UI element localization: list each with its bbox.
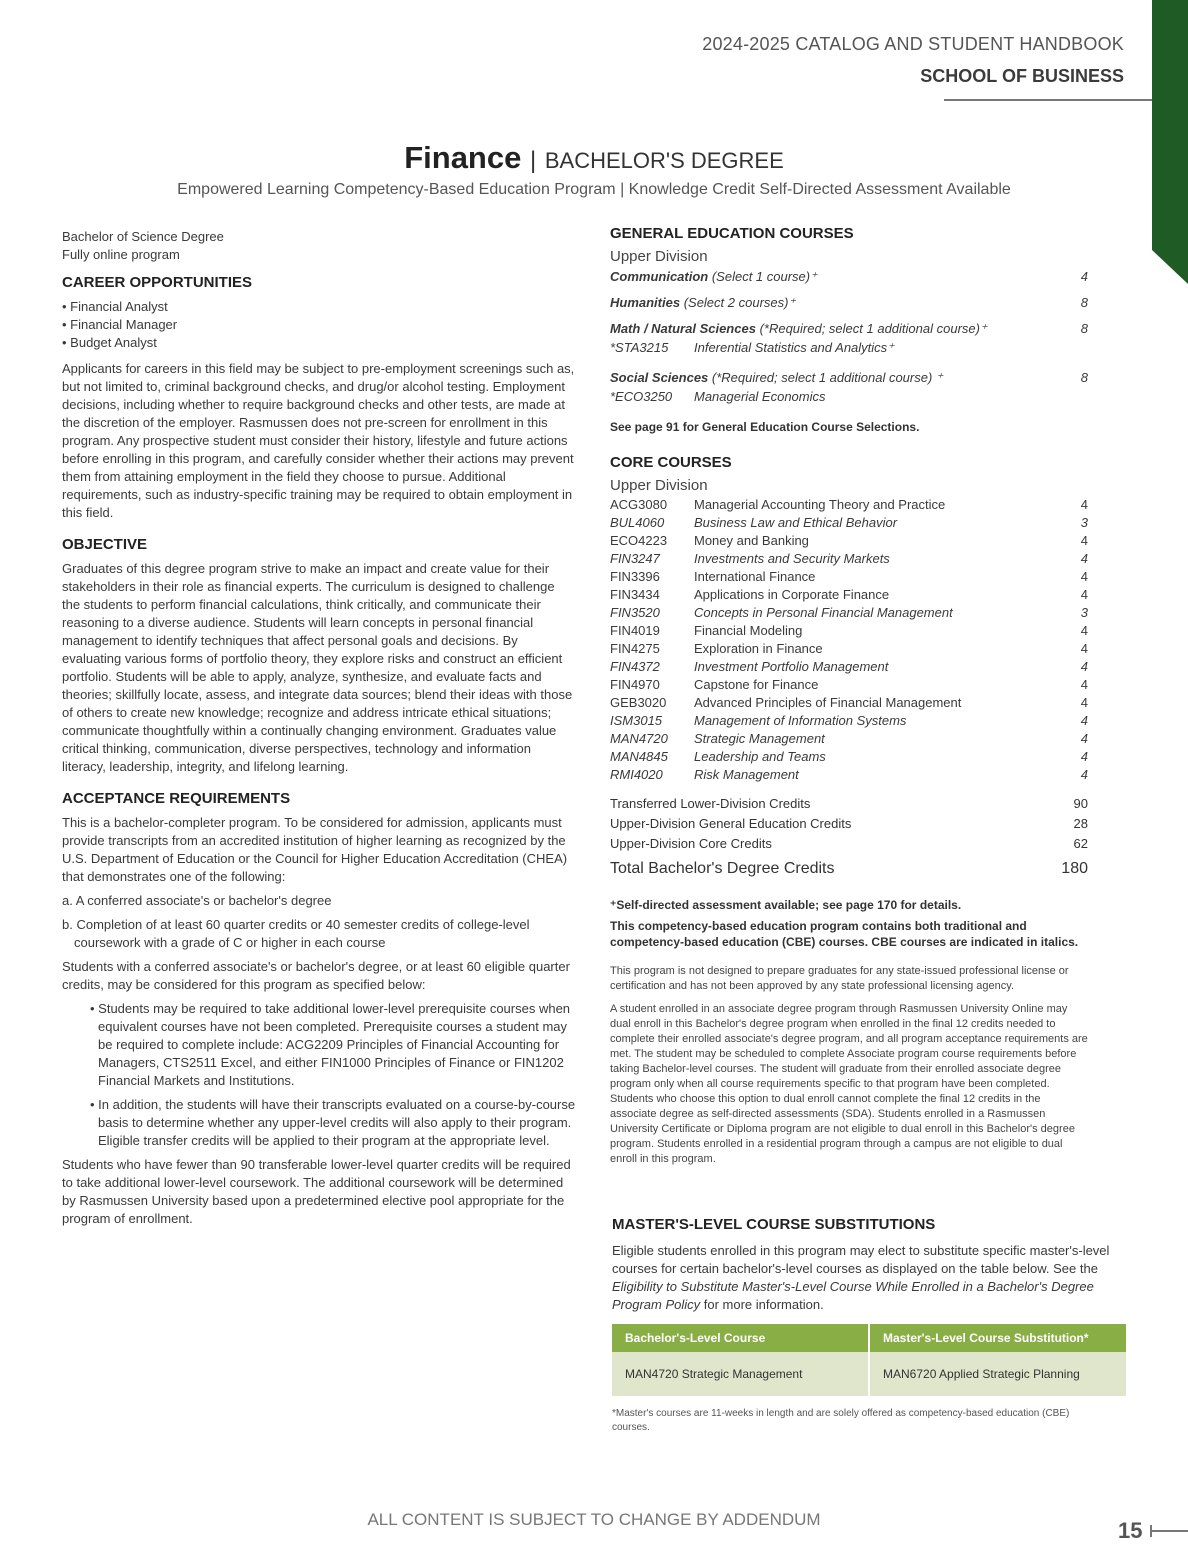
list-item: • Budget Analyst <box>62 335 157 350</box>
course-credits: 4 <box>1080 713 1088 728</box>
page-title <box>0 140 1188 176</box>
objective-heading: OBJECTIVE <box>62 536 148 553</box>
gened-note: (*Required; select 1 additional course) ⁺ <box>708 370 943 385</box>
license-note: This program is not designed to prepare graduates for any state-issued professional license or certification and has not been approved by any state professional licensing agency. <box>610 965 1069 992</box>
course-name: Applications in Corporate Finance <box>694 587 890 602</box>
acceptance-intro: This is a bachelor-completer program. To be considered for admission, applicants must provide transcripts from an accredited institution of higher learning as recognized by the U.S. Department of Education or the Council for Higher Education Accreditation (CHEA) that demonstrates one of the following: <box>62 815 568 884</box>
course-credits: 4 <box>1080 659 1088 674</box>
list-item: • Financial Manager <box>62 317 178 332</box>
gened-area: Social Sciences <box>610 370 709 385</box>
table-header-master: Master's-Level Course Substitution* <box>869 1324 1126 1352</box>
total-row <box>610 834 1088 854</box>
course-code: MAN4720 <box>610 731 668 746</box>
right-column <box>610 225 1088 1167</box>
course-name: Exploration in Finance <box>694 641 823 656</box>
cbe-footnote: This competency-based education program contains both traditional and competency-based education (CBE) courses. CBE courses are indicated in italics. <box>610 919 1079 949</box>
total-value: 90 <box>1073 796 1088 811</box>
course-name: Financial Modeling <box>694 623 803 638</box>
course-credits: 4 <box>1080 731 1088 746</box>
total-label: Total Bachelor's Degree Credits <box>610 860 835 877</box>
course-credits: 4 <box>1080 569 1088 584</box>
course-name: Investments and Security Markets <box>694 551 890 566</box>
grand-total-row <box>610 860 1088 878</box>
gened-credits: 4 <box>1080 269 1088 284</box>
career-heading: CAREER OPPORTUNITIES <box>62 274 253 291</box>
header-rule <box>944 99 1152 101</box>
course-code: MAN4845 <box>610 749 668 764</box>
gened-credits: 8 <box>1080 370 1088 385</box>
course-code: FIN4275 <box>610 641 660 656</box>
total-value: 180 <box>1061 860 1088 877</box>
course-name: International Finance <box>694 569 816 584</box>
gened-note: (*Required; select 1 additional course)⁺ <box>755 321 987 336</box>
total-label: Upper-Division General Education Credits <box>610 816 852 831</box>
left-column <box>62 228 576 1234</box>
gened-credits: 8 <box>1080 295 1088 310</box>
substitution-table <box>612 1324 1126 1396</box>
course-name: Management of Information Systems <box>694 713 907 728</box>
masters-paragraph <box>612 1242 1122 1314</box>
course-row <box>610 532 1088 550</box>
course-credits: 4 <box>1080 497 1088 512</box>
total-value: 28 <box>1073 816 1088 831</box>
masters-text: for more information. <box>700 1297 824 1312</box>
dual-enroll-note: A student enrolled in an associate degree program through Rasmussen University Online may dual enroll in this Bachelor's degree program when enrolled in the final 12 credits needed to complete their enrolled associate's degree program, and all program acceptance requirements are met. The student may be scheduled to complete Associate program course requirements before taking Bachelor-level courses. The student will graduate from their enrolled associate degree program only when all course requirements specific to that program have been completed. Students who choose this option to dual enroll cannot complete the final 12 credits in the associate degree as self-directed assessments (SDA). Students enrolled in a Rasmussen University Certificate or Diploma program are not eligible to dual enroll in this Bachelor's degree program. Students enrolled in a residential program through a campus are not eligible to dual enroll in this program. <box>610 1003 1088 1165</box>
program-name: Finance <box>404 140 522 175</box>
total-label: Transferred Lower-Division Credits <box>610 796 811 811</box>
table-cell: MAN4720 Strategic Management <box>612 1352 869 1396</box>
course-code: FIN4970 <box>610 677 660 692</box>
title-separator: | <box>529 147 537 174</box>
course-credits: 4 <box>1080 767 1088 782</box>
course-code: RMI4020 <box>610 767 663 782</box>
course-row <box>610 568 1088 586</box>
gened-required-course <box>610 340 1088 356</box>
table-cell: MAN6720 Applied Strategic Planning <box>869 1352 1126 1396</box>
total-label: Upper-Division Core Credits <box>610 836 772 851</box>
objective-paragraph: Graduates of this degree program strive to make an impact and create value for their stakeholders in their role as financial experts. The curriculum is designed to challenge the students to perform financial calculations, think critically, and communicate their reasoning to a diverse audience. Students will learn concepts in personal financial management to identify techniques that affect personal goals and decisions. By evaluating various forms of portfolio theory, they explore risks and construct an efficient portfolio. Students will be able to apply, analyze, synthesize, and evaluate facts and theories; skillfully locate, assess, and integrate data sources; blend their ideas with those of others to create new knowledge; recognize and address intricate ethical situations; communicate thoughtfully within a continually changing environment. Graduates value critical thinking, communication, diverse perspectives, technology and information literacy, leadership, integrity, and lifelong learning. <box>62 561 573 774</box>
course-row <box>610 748 1088 766</box>
course-name: Leadership and Teams <box>694 749 826 764</box>
school-header: SCHOOL OF BUSINESS <box>920 66 1124 86</box>
policy-name: Eligibility to Substitute Master's-Level Course While Enrolled in a Bachelor's Degree Program Policy <box>612 1279 1094 1312</box>
course-name: Managerial Economics <box>694 389 826 404</box>
course-row <box>610 604 1088 622</box>
course-row <box>610 694 1088 712</box>
total-row <box>610 814 1088 834</box>
acceptance-option-a: a. A conferred associate's or bachelor's degree <box>62 893 332 908</box>
course-name: Business Law and Ethical Behavior <box>694 515 898 530</box>
course-row <box>610 586 1088 604</box>
table-footnote: *Master's courses are 11-weeks in length and are solely offered as competency-based education (CBE) courses. <box>612 1408 1070 1433</box>
course-name: Strategic Management <box>694 731 825 746</box>
course-code: FIN3434 <box>610 587 660 602</box>
gened-note: (Select 2 courses)⁺ <box>680 295 796 310</box>
course-credits: 4 <box>1080 551 1088 566</box>
course-row <box>610 730 1088 748</box>
course-name: Investment Portfolio Management <box>694 659 889 674</box>
gened-note: (Select 1 course)⁺ <box>708 269 817 284</box>
course-code: FIN3247 <box>610 551 660 566</box>
course-credits: 3 <box>1080 605 1088 620</box>
gened-required-course <box>610 389 1088 404</box>
delivery-line: Fully online program <box>62 247 180 262</box>
page-number: 15 <box>1118 1518 1143 1543</box>
gened-row-social <box>610 370 1088 386</box>
course-row <box>610 676 1088 694</box>
course-credits: 3 <box>1080 515 1088 530</box>
course-code: FIN4019 <box>610 623 660 638</box>
course-credits: 4 <box>1080 533 1088 548</box>
acceptance-heading: ACCEPTANCE REQUIREMENTS <box>62 790 291 807</box>
course-code: *ECO3250 <box>610 389 673 404</box>
career-paragraph: Applicants for careers in this field may be subject to pre-employment screenings such as, but not limited to, criminal background checks, and drug/or alcohol testing. Employment decisions, including whether to require background checks and other tests, are made at the discretion of the employer. Rasmussen does not pre-screen for enrollment in this program. Any prospective student must consider their history, lifestyle and future actions before enrolling in this program, and carefully consider whether their actions may prevent them from attaining employment in the field they choose to pursue. Additional requirements, such as industry-specific training may be required to obtain employment in this field. <box>62 361 575 520</box>
gened-area: Humanities <box>610 295 681 310</box>
acceptance-option-b: b. Completion of at least 60 quarter credits or 40 semester credits of college-level coursework with a grade of C or higher in each course <box>62 917 530 950</box>
course-code: ECO4223 <box>610 533 668 548</box>
course-code: GEB3020 <box>610 695 667 710</box>
career-list <box>62 298 576 352</box>
catalog-header: 2024-2025 CATALOG AND STUDENT HANDBOOK <box>702 34 1124 54</box>
course-credits: 4 <box>1080 641 1088 656</box>
course-credits: 4 <box>1080 623 1088 638</box>
course-name: Capstone for Finance <box>694 677 819 692</box>
list-item: • Students may be required to take additional lower-level prerequisite courses when equivalent courses have not been completed. Prerequisite courses a student may be required to complete include: ACG2209 Principles of Financial Accounting for Managers, CTS2511 Excel, and either FIN1000 Principles of Finance or FIN1202 Financial Markets and Institutions. <box>90 1001 571 1088</box>
gened-division: Upper Division <box>610 248 708 265</box>
core-division: Upper Division <box>610 477 708 494</box>
course-name: Money and Banking <box>694 533 809 548</box>
gened-credits: 8 <box>1080 321 1088 336</box>
course-row <box>610 550 1088 568</box>
sda-footnote: ⁺Self-directed assessment available; see page 170 for details. <box>610 898 962 912</box>
course-credits: 4 <box>1080 677 1088 692</box>
masters-heading: MASTER'S-LEVEL COURSE SUBSTITUTIONS <box>612 1216 936 1233</box>
course-credits: 4 <box>1080 587 1088 602</box>
course-code: BUL4060 <box>610 515 665 530</box>
gened-row-humanities <box>610 295 1088 311</box>
acceptance-bullets <box>62 1000 576 1150</box>
page-number-rule <box>1150 1530 1188 1532</box>
course-name: Risk Management <box>694 767 799 782</box>
core-course-list <box>610 496 1088 784</box>
course-code: ACG3080 <box>610 497 668 512</box>
course-row <box>610 766 1088 784</box>
acceptance-closing: Students who have fewer than 90 transferable lower-level quarter credits will be required to take additional lower-level coursework. The additional coursework will be determined by Rasmussen University based upon a predetermined elective pool appropriate for the program of enrollment. <box>62 1157 571 1226</box>
gened-see-page: See page 91 for General Education Course Selections. <box>610 420 920 434</box>
gened-row-communication <box>610 269 1088 285</box>
gened-heading: GENERAL EDUCATION COURSES <box>610 225 854 242</box>
page-subtitle: Empowered Learning Competency-Based Education Program | Knowledge Credit Self-Directed Assessment Available <box>177 181 1011 198</box>
course-credits: 4 <box>1080 749 1088 764</box>
credit-totals <box>610 794 1088 878</box>
course-credits: 4 <box>1080 695 1088 710</box>
course-code: FIN3396 <box>610 569 660 584</box>
table-row <box>612 1352 1126 1396</box>
list-item: • In addition, the students will have their transcripts evaluated on a course-by-course basis to determine whether any upper-level credits will also apply to their program. Eligible transfer credits will be applied to their program at the appropriate level. <box>90 1097 576 1148</box>
course-name: Advanced Principles of Financial Management <box>694 695 962 710</box>
course-code: ISM3015 <box>610 713 663 728</box>
list-item: • Financial Analyst <box>62 299 168 314</box>
degree-line: Bachelor of Science Degree <box>62 229 224 244</box>
course-row <box>610 622 1088 640</box>
course-row <box>610 640 1088 658</box>
gened-row-math <box>610 321 1088 337</box>
course-code: FIN4372 <box>610 659 660 674</box>
page-footer: ALL CONTENT IS SUBJECT TO CHANGE BY ADDENDUM <box>367 1510 821 1529</box>
course-code: FIN3520 <box>610 605 660 620</box>
course-name: Managerial Accounting Theory and Practice <box>694 497 946 512</box>
degree-type: BACHELOR'S DEGREE <box>544 148 784 173</box>
gened-area: Communication <box>610 269 709 284</box>
total-row <box>610 794 1088 814</box>
masters-text: Eligible students enrolled in this program may elect to substitute specific master's-level courses for certain bachelor's-level courses as displayed on the table below. See the <box>612 1243 1110 1276</box>
course-name: Inferential Statistics and Analytics⁺ <box>694 340 895 355</box>
acceptance-paragraph: Students with a conferred associate's or bachelor's degree, or at least 60 eligible quarter credits, may be considered for this program as specified below: <box>62 959 570 992</box>
course-row <box>610 712 1088 730</box>
section-tab-notch <box>1152 250 1188 284</box>
course-row <box>610 496 1088 514</box>
table-header-bachelor: Bachelor's-Level Course <box>612 1324 869 1352</box>
course-row <box>610 658 1088 676</box>
course-code: *STA3215 <box>610 340 669 355</box>
core-heading: CORE COURSES <box>610 454 732 471</box>
course-name: Concepts in Personal Financial Management <box>694 605 953 620</box>
course-row <box>610 514 1088 532</box>
gened-area: Math / Natural Sciences <box>610 321 756 336</box>
total-value: 62 <box>1073 836 1088 851</box>
